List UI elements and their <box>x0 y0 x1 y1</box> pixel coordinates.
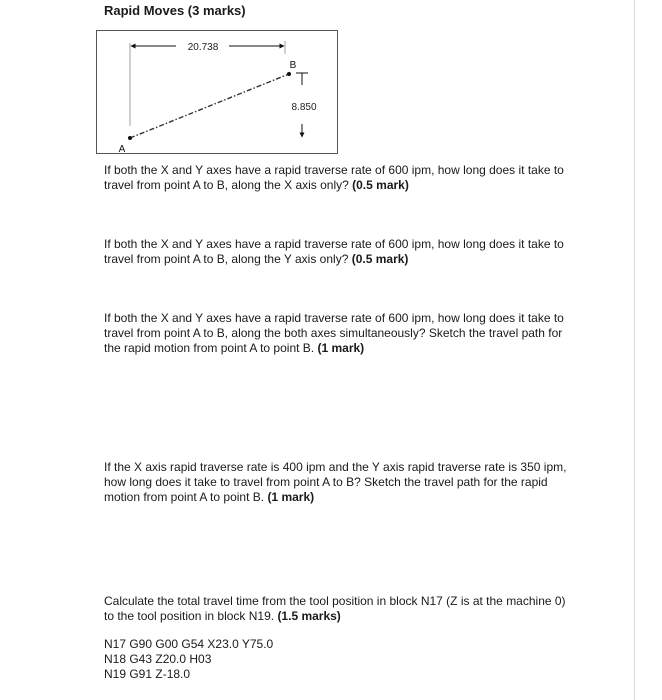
code-line-n17: N17 G90 G00 G54 X23.0 Y75.0 <box>104 637 274 651</box>
point-a-label: A <box>118 144 126 155</box>
code-line-n19: N19 G91 Z-18.0 <box>104 667 191 681</box>
question-marks: (1.5 marks) <box>277 609 341 623</box>
question-text: If the X axis rapid traverse rate is 400 ipm and the Y axis rapid traverse rate is 350 ipm, how long does it take to travel from point A to B? Sketch the travel path for the rapid motion from point A to point B. <box>104 460 567 504</box>
y-dimension-label: 8.850 <box>291 102 317 113</box>
question-text: If both the X and Y axes have a rapid traverse rate of 600 ipm, how long does it take to travel from point A to B, along the Y axis only? <box>104 237 564 266</box>
question-marks: (0.5 mark) <box>351 252 409 266</box>
diagram-svg <box>96 26 340 156</box>
rapid-move-diagram <box>96 26 340 156</box>
question-text: If both the X and Y axes have a rapid traverse rate of 600 ipm, how long does it take to travel from point A to B, along the both axes simultaneously? Sketch the travel path for the rapid motion from point A to point B. <box>104 311 564 355</box>
question-marks: (0.5 mark) <box>352 178 409 192</box>
point-a-marker <box>128 136 132 140</box>
point-b-label: B <box>289 60 297 71</box>
code-line-n18: N18 G43 Z20.0 H03 <box>104 652 212 666</box>
x-dimension-label: 20.738 <box>187 42 219 53</box>
question-x-axis-only <box>104 163 574 193</box>
rapid-path-a-to-b <box>130 74 289 138</box>
page-title: Rapid Moves (3 marks) <box>104 3 246 18</box>
question-total-travel-time <box>104 594 574 624</box>
question-different-rates <box>104 460 574 505</box>
nc-code-block <box>104 637 273 682</box>
question-marks: (1 mark) <box>267 490 315 504</box>
question-text: If both the X and Y axes have a rapid traverse rate of 600 ipm, how long does it take to travel from point A to B, along the X axis only? <box>104 163 564 192</box>
question-y-axis-only <box>104 237 574 267</box>
page-right-edge <box>634 0 635 700</box>
question-text: Calculate the total travel time from the tool position in block N17 (Z is at the machine 0) to the tool position in block N19. <box>104 594 566 623</box>
question-marks: (1 mark) <box>317 341 365 355</box>
question-both-axes-simultaneous <box>104 311 574 356</box>
point-b-marker <box>287 72 291 76</box>
